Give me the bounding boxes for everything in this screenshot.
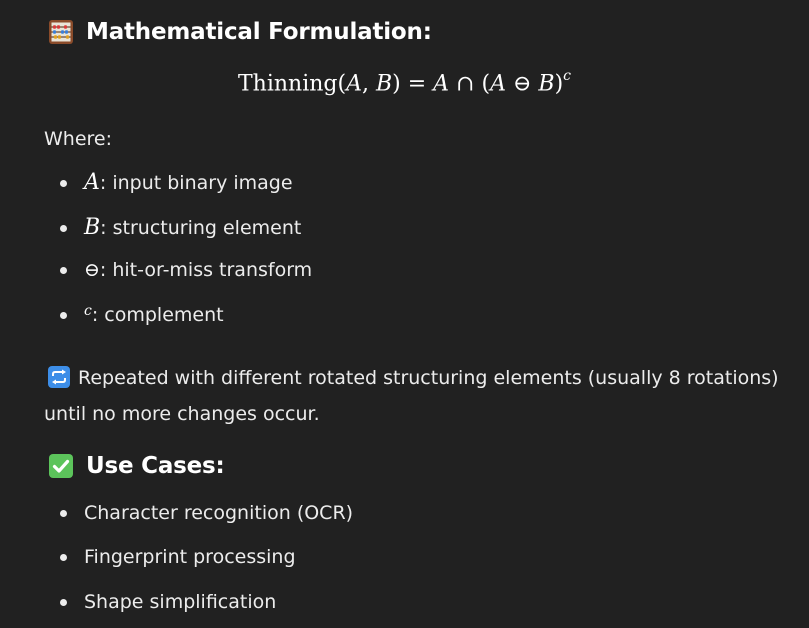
formula-inner-a: A [490, 71, 506, 97]
formula-inner-b: B [538, 71, 555, 97]
formula-arg-b: B [375, 71, 393, 97]
definition-symbol: A [84, 170, 100, 195]
list-item [84, 170, 293, 195]
formula-intersection: ∩ ( [449, 71, 491, 97]
formula-paren: ( [337, 71, 347, 97]
check-mark-button-icon [48, 453, 74, 479]
where-label: Where: [44, 128, 113, 150]
abacus-icon [48, 19, 74, 45]
formula-name: Thinning [237, 71, 338, 97]
use-cases-title: Use Cases: [86, 453, 225, 479]
formula-ominus: ⊖ [505, 71, 539, 97]
formula-lhs-a: A [433, 71, 450, 97]
formula-close-paren: ) [554, 71, 564, 97]
formula-complement-sup: c [563, 68, 571, 84]
thinning-formula [0, 70, 809, 96]
repeat-note [44, 360, 804, 432]
list-item: Shape simplification [84, 591, 277, 613]
definition-text: : complement [91, 304, 224, 326]
definition-symbol: c [84, 303, 92, 319]
definition-text: : structuring element [100, 217, 302, 239]
use-cases-heading [48, 453, 225, 479]
definition-symbol: B [84, 215, 101, 240]
definition-text: : hit-or-miss transform [99, 259, 313, 281]
repeat-note-text: Repeated with different rotated structuring elements (usually 8 rotations) until no more changes occur. [44, 367, 779, 425]
list-item [84, 304, 224, 326]
formula-arg-a: A [346, 71, 362, 97]
formula-equals: ) = [392, 71, 434, 97]
repeat-icon [48, 366, 70, 388]
formulation-heading [48, 19, 432, 45]
list-item: Fingerprint processing [84, 546, 296, 568]
list-item [84, 259, 312, 281]
definition-text: : input binary image [99, 172, 293, 194]
list-item: Character recognition (OCR) [84, 502, 354, 524]
definition-symbol: ⊖ [84, 259, 100, 281]
list-item [84, 215, 301, 240]
formula-comma: , [361, 71, 376, 97]
formulation-title: Mathematical Formulation: [86, 19, 432, 45]
